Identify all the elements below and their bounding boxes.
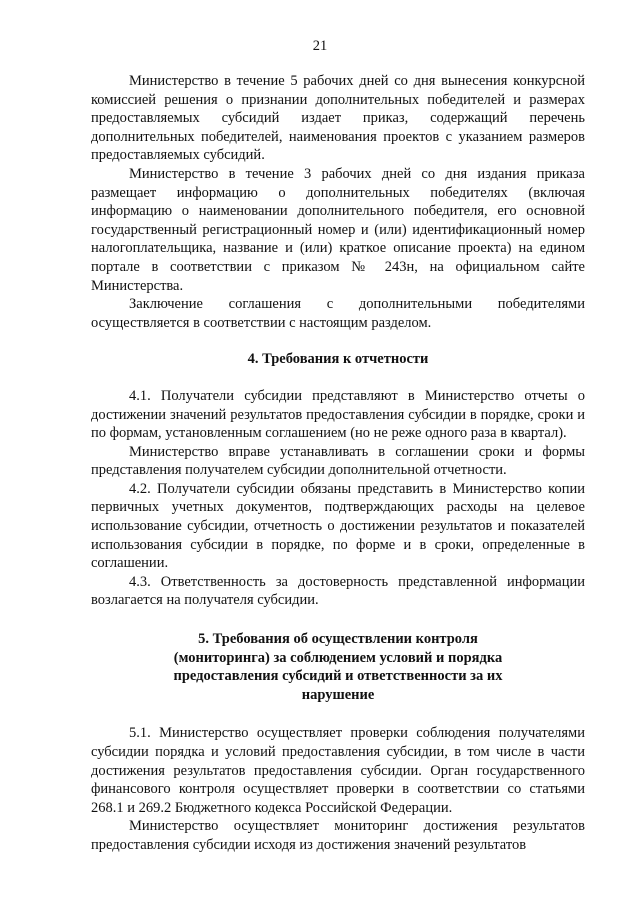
section-5-title-line-4: нарушение bbox=[301, 686, 375, 703]
section-4-title: 4. Требования к отчетности bbox=[247, 351, 429, 368]
paragraph-4-2: 4.2. Получатели субсидии обязаны представить в Министерство копии первичных учетных документов, подтверждающих расходы на целевое использование субсидии, отчетность о достижении результатов и показателей использования субсидии в порядке, по форме и в сроки, определенные в соглашении. bbox=[91, 480, 585, 572]
section-4-body bbox=[91, 387, 585, 610]
paragraph-4-3: 4.3. Ответственность за достоверность представленной информации возлагается на получателя субсидии. bbox=[91, 573, 585, 609]
paragraph-5-1: 5.1. Министерство осуществляет проверки соблюдения получателями субсидии порядка и условий предоставления субсидии, в том числе в части достижения результатов предоставления субсидии. Орган государственного финансового контроля осуществляет проверки в соответствии со статьями 268.1 и 269.2 Бюджетного кодекса Российской Федерации. bbox=[91, 725, 585, 816]
paragraph-additional-winners-order: Министерство в течение 5 рабочих дней со дня вынесения конкурсной комиссией решения о признании дополнительных победителей и размерах предоставляемых субсидий издает приказ, содержащий перечень дополнительных победителей, наименования проектов с указанием размеров предоставляемых субсидий. bbox=[91, 73, 585, 164]
paragraph-additional-winners-publication: Министерство в течение 3 рабочих дней со дня издания приказа размещает информацию о дополнительных победителях (включая информацию о наименовании дополнительного победителя, его основной государственный регистрационный номер и (или) идентификационный номер налогоплательщика, название и (или) краткое описание проекта) на едином портале в соответствии с приказом № 243н, на официальном сайте Министерства. bbox=[91, 165, 585, 294]
document-body bbox=[91, 72, 585, 855]
page-number: 21 bbox=[312, 38, 328, 54]
paragraph-4-1: 4.1. Получатели субсидии представляют в Министерство отчеты о достижении значений результатов предоставления субсидии в порядке, сроки и по формам, установленным соглашением (но не реже одного раза в квартал). bbox=[91, 387, 585, 442]
section-5-title-line-3: предоставления субсидий и ответственности за их bbox=[173, 668, 503, 685]
section-5-title bbox=[91, 630, 585, 704]
section-5-body bbox=[91, 724, 585, 854]
section-5-title-line-1: 5. Требования об осуществлении контроля bbox=[198, 631, 478, 648]
paragraph-agreement-conclusion: Заключение соглашения с дополнительными победителями осуществляется в соответствии с настоящим разделом. bbox=[91, 296, 585, 331]
paragraph-additional-reporting: Министерство вправе устанавливать в соглашении сроки и формы представления получателем субсидии дополнительной отчетности. bbox=[91, 443, 585, 479]
paragraph-monitoring: Министерство осуществляет мониторинг достижения результатов предоставления субсидии исходя из достижения значений результатов bbox=[91, 818, 585, 853]
section-5-title-line-2: (мониторинга) за соблюдением условий и порядка bbox=[173, 649, 503, 666]
